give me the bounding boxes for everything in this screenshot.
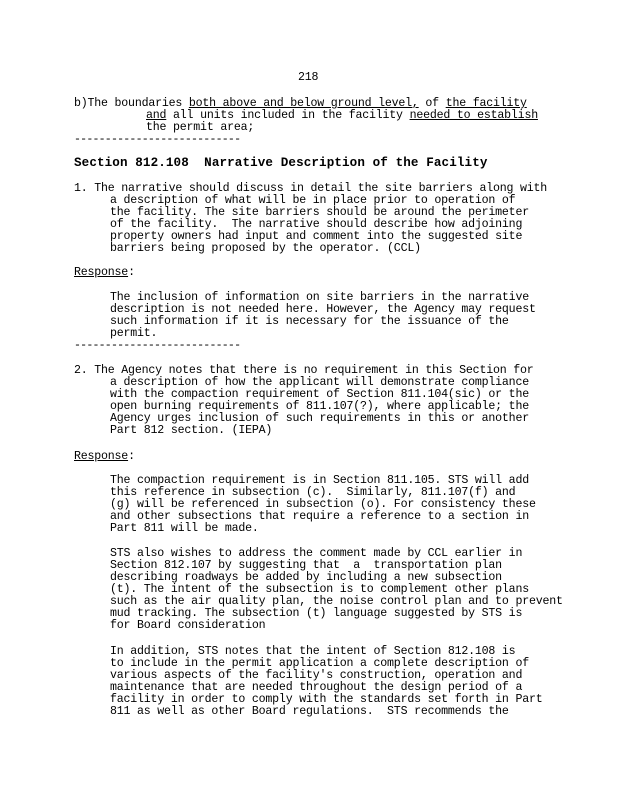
comment-1-line: a description of what will be in place prior to operation of bbox=[110, 194, 516, 207]
response-2c-line: In addition, STS notes that the intent of Section 812.108 is bbox=[110, 645, 516, 658]
response-2b-line: STS also wishes to address the comment made by CCL earlier in bbox=[110, 547, 523, 560]
response-2b-line: mud tracking. The subsection (t) language suggested by STS is bbox=[110, 607, 523, 620]
item-b-mid-1: of bbox=[418, 97, 446, 110]
comment-2-line: Agency urges inclusion of such requirements in this or another bbox=[110, 412, 529, 425]
response-2b-line: describing roadways be added by including a new subsection bbox=[110, 571, 502, 584]
comment-1-line: barriers being proposed by the operator. (CCL) bbox=[110, 242, 421, 255]
item-b-underlined-2: the facility bbox=[445, 97, 527, 110]
separator-2: --------------------------- bbox=[74, 339, 241, 352]
response-2b-line: such as the air quality plan, the noise control plan and to prevent bbox=[110, 595, 563, 608]
response-label: Response bbox=[74, 266, 129, 279]
response-1-line: The inclusion of information on site barriers in the narrative bbox=[110, 291, 529, 304]
item-b-and: and bbox=[146, 109, 167, 122]
item-b-underlined-3: needed to establish bbox=[409, 109, 538, 122]
response-2c-line: various aspects of the facility's construction, operation and bbox=[110, 669, 523, 682]
response-2a-line: Part 811 will be made. bbox=[110, 522, 259, 535]
comment-1-line: property owners had input and comment into the suggested site bbox=[110, 230, 523, 243]
separator-1: --------------------------- bbox=[74, 133, 241, 146]
response-label: Response bbox=[74, 450, 129, 463]
response-2a-line: this reference in subsection (c). Similarly, 811.107(f) and bbox=[110, 486, 516, 499]
comment-2-line: open burning requirements of 811.107(?), where applicable; the bbox=[110, 400, 529, 413]
response-colon: : bbox=[128, 266, 135, 279]
response-2b-line: Section 812.107 by suggesting that a transportation plan bbox=[110, 559, 502, 572]
response-2c-line: 811 as well as other Board regulations. STS recommends the bbox=[110, 705, 509, 718]
response-2c-line: facility in order to comply with the standards set forth in Part bbox=[110, 693, 543, 706]
response-1-line: permit. bbox=[110, 327, 158, 340]
item-b-underlined-1: both above and below ground level, bbox=[188, 97, 419, 110]
comment-1-line: 1. The narrative should discuss in detail the site barriers along with bbox=[74, 182, 548, 195]
response-2-label bbox=[74, 450, 135, 463]
response-1-label bbox=[74, 266, 135, 279]
response-2b-line: for Board consideration bbox=[110, 619, 266, 632]
comment-2-line: with the compaction requirement of Section 811.104(sic) or the bbox=[110, 388, 529, 401]
comment-2-line: a description of how the applicant will demonstrate compliance bbox=[110, 376, 529, 389]
item-b-mid-2: all units included in the facility bbox=[166, 109, 410, 122]
response-2a-line: and other subsections that require a reference to a section in bbox=[110, 510, 529, 523]
response-colon: : bbox=[128, 450, 135, 463]
response-2c-line: maintenance that are needed throughout the design period of a bbox=[110, 681, 523, 694]
comment-2-line: Part 812 section. (IEPA) bbox=[110, 424, 273, 437]
section-heading: Section 812.108 Narrative Description of the Facility bbox=[74, 156, 488, 170]
page-number: 218 bbox=[298, 71, 319, 84]
item-b-line-3: the permit area; bbox=[146, 121, 255, 134]
response-2b-line: (t). The intent of the subsection is to complement other plans bbox=[110, 583, 529, 596]
comment-1-line: of the facility. The narrative should describe how adjoining bbox=[110, 218, 523, 231]
response-1-line: description is not needed here. However, the Agency may request bbox=[110, 303, 536, 316]
item-b-prefix: b)The boundaries bbox=[74, 97, 189, 110]
response-1-line: such information if it is necessary for the issuance of the bbox=[110, 315, 509, 328]
comment-2-line: 2. The Agency notes that there is no requirement in this Section for bbox=[74, 364, 534, 377]
response-2a-line: The compaction requirement is in Section 811.105. STS will add bbox=[110, 474, 529, 487]
comment-1-line: the facility. The site barriers should be around the perimeter bbox=[110, 206, 529, 219]
response-2c-line: to include in the permit application a complete description of bbox=[110, 657, 529, 670]
response-2a-line: (g) will be referenced in subsection (o). For consistency these bbox=[110, 498, 536, 511]
